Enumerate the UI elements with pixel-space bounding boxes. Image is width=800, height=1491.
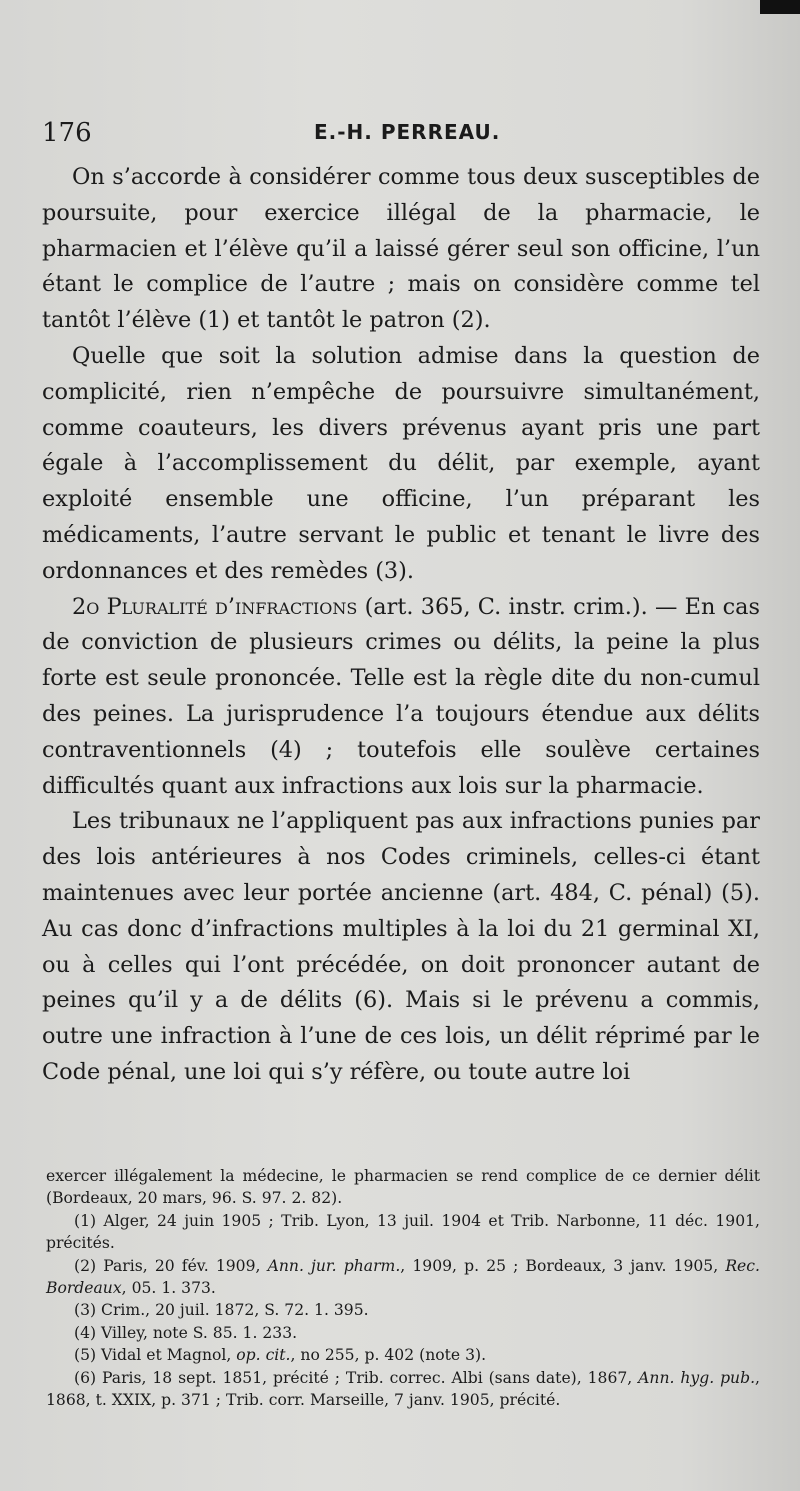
scan-edge — [760, 0, 800, 14]
footnote-6-part: (6) Paris, 18 sept. 1851, précité ; Trib. correc. Albi (sans date), 1867, — [74, 1368, 639, 1387]
footnote-2-journal: Ann. jur. pharm. — [267, 1256, 401, 1275]
footnotes — [46, 1165, 760, 1411]
footnote-2-journal: Rec. Bordeaux — [46, 1256, 760, 1298]
footnote-2-part: , 1909, p. 25 ; Bordeaux, 3 janv. 1905, — [400, 1256, 726, 1275]
running-head: E.-H. PERREAU. — [314, 120, 501, 144]
page-header — [42, 118, 762, 150]
footnote-6 — [46, 1367, 760, 1412]
footnote-6-part: , 1868, t. XXIX, p. 371 ; Trib. corr. Marseille, 7 janv. 1905, précité. — [46, 1368, 760, 1410]
body-text — [42, 160, 760, 1091]
footnote-5 — [46, 1344, 760, 1366]
footnote-2 — [46, 1255, 760, 1300]
footnote-5-part: (5) Vidal et Magnol, — [74, 1346, 237, 1365]
footnote-4: (4) Villey, note S. 85. 1. 233. — [74, 1323, 298, 1342]
paragraph-2: Quelle que soit la solution admise dans la question de complicité, rien n’empêche de poursuivre simultanément, comme coauteurs, les divers prévenus ayant pris une part égale à l’accomplissement du délit, par exemple, ayant exploité ensemble une officine, l’un préparant les médicaments, l’autre servant le public et tenant le livre des ordonnances et des remèdes (3). — [42, 342, 760, 584]
footnote-2-part: (2) Paris, 20 fév. 1909, — [74, 1256, 268, 1275]
paragraph-3-text: (art. 365, C. instr. crim.). — En cas de conviction de plusieurs crimes ou délits, la peine la plus forte est seule prononcée. Telle est la règle dite du non-cumul des peines. La jurisprudence l’a toujours étendue aux délits contraventionnels (4) ; toutefois elle soulève certaines difficultés quant aux infractions aux lois sur la pharmacie. — [42, 593, 761, 799]
footnote-5-ref: op. cit. — [236, 1346, 291, 1365]
footnote-2-part: , 05. 1. 373. — [121, 1279, 216, 1298]
footnote-5-part: , no 255, p. 402 (note 3). — [290, 1346, 487, 1365]
footnote-3: (3) Crim., 20 juil. 1872, S. 72. 1. 395. — [74, 1301, 369, 1320]
footnote-6-journal: Ann. hyg. pub. — [638, 1368, 756, 1387]
section-heading: 2o Pluralité d’infractions — [72, 593, 358, 620]
footnote-carryover: exercer illégalement la médecine, le pharmacien se rend complice de ce dernier délit (Bordeaux, 20 mars, 96. S. 97. 2. 82). — [46, 1167, 760, 1208]
paragraph-4: Les tribunaux ne l’appliquent pas aux infractions punies par des lois antérieures à nos Codes criminels, celles-ci étant maintenues avec leur portée ancienne (art. 484, C. pénal) (5). Au cas donc d’infractions multiples à la loi du 21 germinal XI, ou à celles qui l’ont précédée, on doit prononcer autant de peines qu’il y a de délits (6). Mais si le prévenu a commis, outre une infraction à l’une de ces lois, un délit réprimé par le Code pénal, une loi qui s’y réfère, ou toute autre loi — [42, 808, 760, 1085]
paragraph-1: On s’accorde à considérer comme tous deux susceptibles de poursuite, pour exercice illégal de la pharmacie, le pharmacien et l’élève qu’il a laissé gérer seul son officine, l’un étant le complice de l’autre ; mais on considère comme tel tantôt l’élève (1) et tantôt le patron (2). — [42, 164, 760, 334]
page-number: 176 — [42, 118, 92, 148]
paragraph-3 — [42, 590, 760, 805]
footnote-1: (1) Alger, 24 juin 1905 ; Trib. Lyon, 13 juil. 1904 et Trib. Narbonne, 11 déc. 1901, précités. — [46, 1211, 760, 1253]
